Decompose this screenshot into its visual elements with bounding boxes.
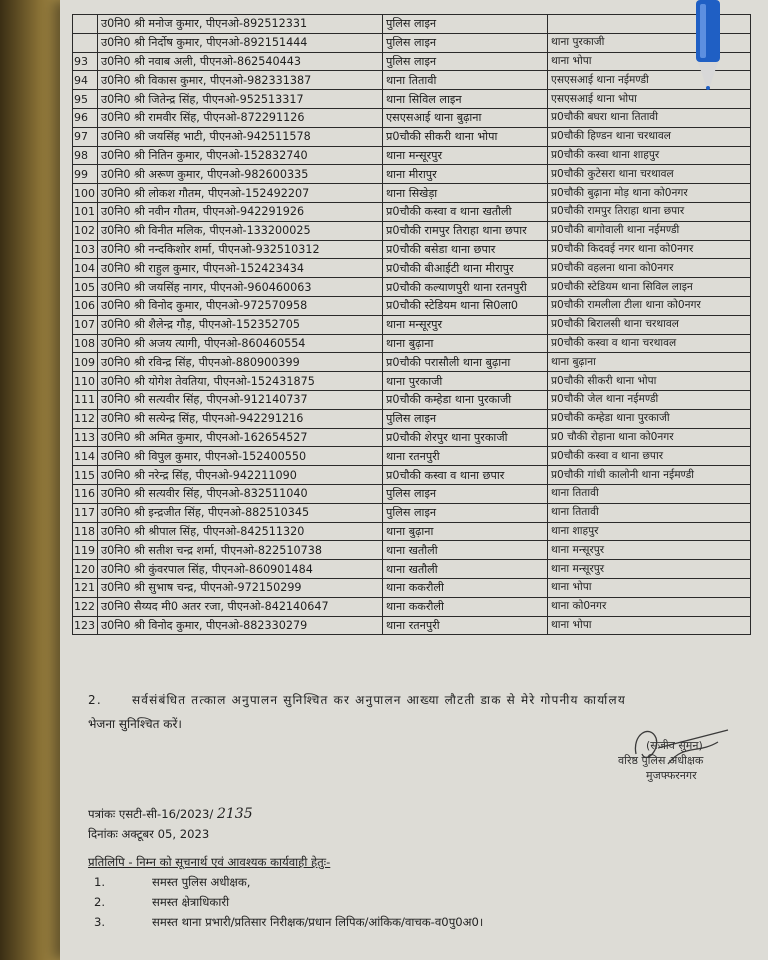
- officer-name-cell: उ0नि0 श्री लोकश गौतम, पीएनओ-152492207: [98, 184, 383, 203]
- new-posting-cell: थाना बुढ़ाना: [548, 353, 751, 372]
- new-posting-cell: प्र0चौकी स्टेडियम थाना सिविल लाइन: [548, 278, 751, 297]
- new-posting-cell: थाना को0नगर: [548, 597, 751, 616]
- new-posting-cell: एसएसआई थाना नईमण्डी: [548, 71, 751, 90]
- signatory-designation: वरिष्ठ पुलिस अधीक्षक: [618, 754, 704, 767]
- paragraph-line-1: सर्वसंबंधित तत्काल अनुपालन सुनिश्चित कर अनुपालन आख्या लौटती डाक से मेरे गोपनीय कार्यालय: [132, 693, 626, 707]
- current-posting-cell: थाना खतौली: [383, 560, 548, 579]
- current-posting-cell: पुलिस लाइन: [383, 33, 548, 52]
- officer-name-cell: उ0नि0 श्री अरूण कुमार, पीएनओ-982600335: [98, 165, 383, 184]
- current-posting-cell: थाना मन्सूरपुर: [383, 146, 548, 165]
- serial-number-cell: 99: [73, 165, 98, 184]
- signatory-place: मुजफ्फरनगर: [646, 769, 697, 782]
- current-posting-cell: प्र0चौकी शेरपुर थाना पुरकाजी: [383, 428, 548, 447]
- table-row: [73, 33, 751, 52]
- current-posting-cell: प्र0चौकी कस्वा व थाना खतौली: [383, 202, 548, 221]
- current-posting-cell: प्र0चौकी कम्हेडा थाना पुरकाजी: [383, 390, 548, 409]
- officer-name-cell: उ0नि0 श्री श्रीपाल सिंह, पीएनओ-842511320: [98, 522, 383, 541]
- serial-number-cell: 102: [73, 221, 98, 240]
- table-row: [73, 296, 751, 315]
- table-row: [73, 278, 751, 297]
- table-row: [73, 503, 751, 522]
- current-posting-cell: थाना पुरकाजी: [383, 372, 548, 391]
- serial-number-cell: 108: [73, 334, 98, 353]
- serial-number-cell: 112: [73, 409, 98, 428]
- table-row: [73, 240, 751, 259]
- serial-number-cell: 120: [73, 560, 98, 579]
- new-posting-cell: थाना शाहपुर: [548, 522, 751, 541]
- new-posting-cell: प्र0चौकी बघरा थाना तितावी: [548, 108, 751, 127]
- table-row: [73, 259, 751, 278]
- current-posting-cell: थाना ककरौली: [383, 578, 548, 597]
- new-posting-cell: प्र0चौकी हिण्डन थाना चरथावल: [548, 127, 751, 146]
- table-row: [73, 127, 751, 146]
- current-posting-cell: प्र0चौकी परासौली थाना बुढ़ाना: [383, 353, 548, 372]
- officer-name-cell: उ0नि0 श्री विपुल कुमार, पीएनओ-152400550: [98, 447, 383, 466]
- new-posting-cell: थाना भोपा: [548, 52, 751, 71]
- table-row: [73, 315, 751, 334]
- table-row: [73, 597, 751, 616]
- officer-name-cell: उ0नि0 श्री रविन्द्र सिंह, पीएनओ-880900399: [98, 353, 383, 372]
- new-posting-cell: थाना मन्सूरपुर: [548, 541, 751, 560]
- table-row: [73, 184, 751, 203]
- table-row: [73, 165, 751, 184]
- current-posting-cell: थाना बुढ़ाना: [383, 334, 548, 353]
- copy-to-block: [88, 852, 483, 932]
- new-posting-cell: थाना पुरकाजी: [548, 33, 751, 52]
- current-posting-cell: पुलिस लाइन: [383, 503, 548, 522]
- current-posting-cell: थाना रतनपुरी: [383, 447, 548, 466]
- officer-name-cell: उ0नि0 श्री विनीत मलिक, पीएनओ-133200025: [98, 221, 383, 240]
- paragraph-number: 2.: [88, 693, 102, 707]
- current-posting-cell: थाना ककरौली: [383, 597, 548, 616]
- officer-name-cell: उ0नि0 श्री जयसिंह भाटी, पीएनओ-942511578: [98, 127, 383, 146]
- officer-name-cell: उ0नि0 श्री कुंवरपाल सिंह, पीएनओ-860901484: [98, 560, 383, 579]
- serial-number-cell: 106: [73, 296, 98, 315]
- officer-name-cell: उ0नि0 श्री नवाब अली, पीएनओ-862540443: [98, 52, 383, 71]
- new-posting-cell: प्र0चौकी कुटेसरा थाना चरथावल: [548, 165, 751, 184]
- current-posting-cell: प्र0चौकी कस्वा व थाना छपार: [383, 466, 548, 485]
- serial-number-cell: 122: [73, 597, 98, 616]
- serial-number-cell: 116: [73, 484, 98, 503]
- signatory-name: (संजीव सुमन): [646, 739, 703, 752]
- serial-number-cell: 98: [73, 146, 98, 165]
- new-posting-cell: प्र0चौकी रामलीला टीला थाना को0नगर: [548, 296, 751, 315]
- table-row: [73, 390, 751, 409]
- table-row: [73, 71, 751, 90]
- serial-number-cell: 109: [73, 353, 98, 372]
- copy-item-text: समस्त क्षेत्राधिकारी: [152, 895, 230, 909]
- officer-name-cell: उ0नि0 श्री रामवीर सिंह, पीएनओ-872291126: [98, 108, 383, 127]
- officer-name-cell: उ0नि0 श्री अमित कुमार, पीएनओ-162654527: [98, 428, 383, 447]
- serial-number-cell: 121: [73, 578, 98, 597]
- current-posting-cell: प्र0चौकी स्टेडियम थाना सि0ला0: [383, 296, 548, 315]
- serial-number-cell: 111: [73, 390, 98, 409]
- new-posting-cell: थाना तितावी: [548, 484, 751, 503]
- new-posting-cell: प्र0चौकी कस्वा थाना शाहपुर: [548, 146, 751, 165]
- new-posting-cell: थाना भोपा: [548, 578, 751, 597]
- serial-number-cell: 104: [73, 259, 98, 278]
- officer-name-cell: उ0नि0 श्री नवीन गौतम, पीएनओ-942291926: [98, 202, 383, 221]
- letter-date: दिनांकः अक्टूबर 05, 2023: [88, 827, 210, 841]
- current-posting-cell: पुलिस लाइन: [383, 52, 548, 71]
- copy-to-item: [88, 872, 483, 892]
- current-posting-cell: प्र0चौकी सीकरी थाना भोपा: [383, 127, 548, 146]
- new-posting-cell: एसएसआई थाना भोपा: [548, 90, 751, 109]
- letter-number: 2135: [216, 806, 253, 822]
- serial-number-cell: [73, 33, 98, 52]
- new-posting-cell: प्र0चौकी कस्वा व थाना छपार: [548, 447, 751, 466]
- current-posting-cell: प्र0चौकी कल्याणपुरी थाना रतनपुरी: [383, 278, 548, 297]
- transfer-table: [72, 14, 744, 635]
- serial-number-cell: 103: [73, 240, 98, 259]
- new-posting-cell: थाना मन्सूरपुर: [548, 560, 751, 579]
- table-row: [73, 447, 751, 466]
- serial-number-cell: 97: [73, 127, 98, 146]
- new-posting-cell: थाना तितावी: [548, 503, 751, 522]
- copy-item-number: 1.: [94, 875, 106, 889]
- serial-number-cell: 115: [73, 466, 98, 485]
- table-row: [73, 334, 751, 353]
- new-posting-cell: प्र0चौकी जेल थाना नईमण्डी: [548, 390, 751, 409]
- pen-icon: [688, 0, 728, 92]
- new-posting-cell: प्र0चौकी किदवई नगर थाना को0नगर: [548, 240, 751, 259]
- serial-number-cell: 105: [73, 278, 98, 297]
- table-row: [73, 353, 751, 372]
- serial-number-cell: 114: [73, 447, 98, 466]
- serial-number-cell: 94: [73, 71, 98, 90]
- copy-item-number: 3.: [94, 915, 106, 929]
- new-posting-cell: प्र0चौकी गांधी कालोनी थाना नईमण्डी: [548, 466, 751, 485]
- copy-to-heading: प्रतिलिपि - निम्न को सूचनार्थ एवं आवश्यक कार्यवाही हेतुः-: [88, 855, 331, 869]
- current-posting-cell: पुलिस लाइन: [383, 484, 548, 503]
- new-posting-cell: प्र0चौकी कम्हेडा थाना पुरकाजी: [548, 409, 751, 428]
- current-posting-cell: पुलिस लाइन: [383, 15, 548, 34]
- serial-number-cell: 96: [73, 108, 98, 127]
- officer-name-cell: उ0नि0 श्री नितिन कुमार, पीएनओ-152832740: [98, 146, 383, 165]
- table-row: [73, 616, 751, 635]
- officer-name-cell: उ0नि0 श्री सतीश चन्द्र शर्मा, पीएनओ-822510738: [98, 541, 383, 560]
- copy-item-text: समस्त पुलिस अधीक्षक,: [152, 875, 251, 889]
- current-posting-cell: थाना तितावी: [383, 71, 548, 90]
- serial-number-cell: 118: [73, 522, 98, 541]
- serial-number-cell: [73, 15, 98, 34]
- table-row: [73, 484, 751, 503]
- serial-number-cell: 93: [73, 52, 98, 71]
- table-row: [73, 560, 751, 579]
- new-posting-cell: प्र0चौकी वहलना थाना को0नगर: [548, 259, 751, 278]
- new-posting-cell: प्र0चौकी सीकरी थाना भोपा: [548, 372, 751, 391]
- new-posting-cell: प्र0चौकी कस्वा व थाना चरथावल: [548, 334, 751, 353]
- new-posting-cell: प्र0चौकी बिरालसी थाना चरथावल: [548, 315, 751, 334]
- new-posting-cell: थाना भोपा: [548, 616, 751, 635]
- officer-name-cell: उ0नि0 श्री जितेन्द्र सिंह, पीएनओ-952513317: [98, 90, 383, 109]
- transfer-table-body: [73, 15, 751, 635]
- current-posting-cell: थाना सिविल लाइन: [383, 90, 548, 109]
- serial-number-cell: 100: [73, 184, 98, 203]
- current-posting-cell: थाना खतौली: [383, 541, 548, 560]
- officer-name-cell: उ0नि0 श्री नरेन्द्र सिंह, पीएनओ-942211090: [98, 466, 383, 485]
- paragraph-line-2: भेजना सुनिश्चित करें।: [88, 717, 182, 731]
- current-posting-cell: थाना सिखेड़ा: [383, 184, 548, 203]
- officer-name-cell: उ0नि0 श्री सत्येन्द्र सिंह, पीएनओ-942291216: [98, 409, 383, 428]
- officer-name-cell: उ0नि0 श्री अजय त्यागी, पीएनओ-860460554: [98, 334, 383, 353]
- serial-number-cell: 101: [73, 202, 98, 221]
- current-posting-cell: प्र0चौकी रामपुर तिराहा थाना छपार: [383, 221, 548, 240]
- officer-name-cell: उ0नि0 श्री विनोद कुमार, पीएनओ-882330279: [98, 616, 383, 635]
- officer-name-cell: उ0नि0 श्री सत्यवीर सिंह, पीएनओ-912140737: [98, 390, 383, 409]
- signature-block: [618, 738, 703, 783]
- officer-name-cell: उ0नि0 श्री विकास कुमार, पीएनओ-982331387: [98, 71, 383, 90]
- new-posting-cell: प्र0 चौकी रोहाना थाना को0नगर: [548, 428, 751, 447]
- current-posting-cell: एसएसआई थाना बुढ़ाना: [383, 108, 548, 127]
- serial-number-cell: 95: [73, 90, 98, 109]
- serial-number-cell: 123: [73, 616, 98, 635]
- copy-to-item: [88, 912, 483, 932]
- current-posting-cell: थाना मीरापुर: [383, 165, 548, 184]
- current-posting-cell: पुलिस लाइन: [383, 409, 548, 428]
- table-row: [73, 466, 751, 485]
- officer-name-cell: उ0नि0 श्री इन्द्रजीत सिंह, पीएनओ-882510345: [98, 503, 383, 522]
- table-row: [73, 372, 751, 391]
- serial-number-cell: 119: [73, 541, 98, 560]
- serial-number-cell: 107: [73, 315, 98, 334]
- current-posting-cell: थाना रतनपुरी: [383, 616, 548, 635]
- current-posting-cell: थाना बुढ़ाना: [383, 522, 548, 541]
- new-posting-cell: प्र0चौकी बागोवाली थाना नईमण्डी: [548, 221, 751, 240]
- officer-name-cell: उ0नि0 श्री योगेश तेवतिया, पीएनओ-152431875: [98, 372, 383, 391]
- officer-name-cell: उ0नि0 सैय्यद मी0 अतर रजा, पीएनओ-842140647: [98, 597, 383, 616]
- officer-name-cell: उ0नि0 श्री सत्यवीर सिंह, पीएनओ-832511040: [98, 484, 383, 503]
- reference-block: [88, 804, 253, 844]
- table-row: [73, 90, 751, 109]
- current-posting-cell: थाना मन्सूरपुर: [383, 315, 548, 334]
- table-row: [73, 541, 751, 560]
- officer-name-cell: उ0नि0 श्री निर्दोष कुमार, पीएनओ-892151444: [98, 33, 383, 52]
- table-row: [73, 409, 751, 428]
- serial-number-cell: 113: [73, 428, 98, 447]
- serial-number-cell: 117: [73, 503, 98, 522]
- table-row: [73, 108, 751, 127]
- table-row: [73, 221, 751, 240]
- officer-name-cell: उ0नि0 श्री जयसिंह नागर, पीएनओ-960460063: [98, 278, 383, 297]
- officer-name-cell: उ0नि0 श्री मनोज कुमार, पीएनओ-892512331: [98, 15, 383, 34]
- serial-number-cell: 110: [73, 372, 98, 391]
- table-row: [73, 522, 751, 541]
- officer-name-cell: उ0नि0 श्री शैलेन्द्र गौड़, पीएनओ-152352705: [98, 315, 383, 334]
- table-row: [73, 578, 751, 597]
- letter-label: पत्रांकः एसटी-सी-16/2023/: [88, 807, 214, 821]
- copy-item-number: 2.: [94, 895, 106, 909]
- table-row: [73, 15, 751, 34]
- table-row: [73, 428, 751, 447]
- table-row: [73, 146, 751, 165]
- officer-name-cell: उ0नि0 श्री विनोद कुमार, पीएनओ-972570958: [98, 296, 383, 315]
- officer-name-cell: उ0नि0 श्री राहुल कुमार, पीएनओ-152423434: [98, 259, 383, 278]
- copy-to-item: [88, 892, 483, 912]
- current-posting-cell: प्र0चौकी बीआईटी थाना मीरापुर: [383, 259, 548, 278]
- officer-name-cell: उ0नि0 श्री नन्दकिशोर शर्मा, पीएनओ-932510312: [98, 240, 383, 259]
- new-posting-cell: प्र0चौकी बुढ़ाना मोड़ थाना को0नगर: [548, 184, 751, 203]
- new-posting-cell: प्र0चौकी रामपुर तिराहा थाना छपार: [548, 202, 751, 221]
- table-row: [73, 52, 751, 71]
- officer-name-cell: उ0नि0 श्री सुभाष चन्द्र, पीएनओ-972150299: [98, 578, 383, 597]
- current-posting-cell: प्र0चौकी बसेडा थाना छपार: [383, 240, 548, 259]
- table-row: [73, 202, 751, 221]
- copy-item-text: समस्त थाना प्रभारी/प्रतिसार निरीक्षक/प्रधान लिपिक/आंकिक/वाचक-व0पु0अ0।: [152, 915, 484, 929]
